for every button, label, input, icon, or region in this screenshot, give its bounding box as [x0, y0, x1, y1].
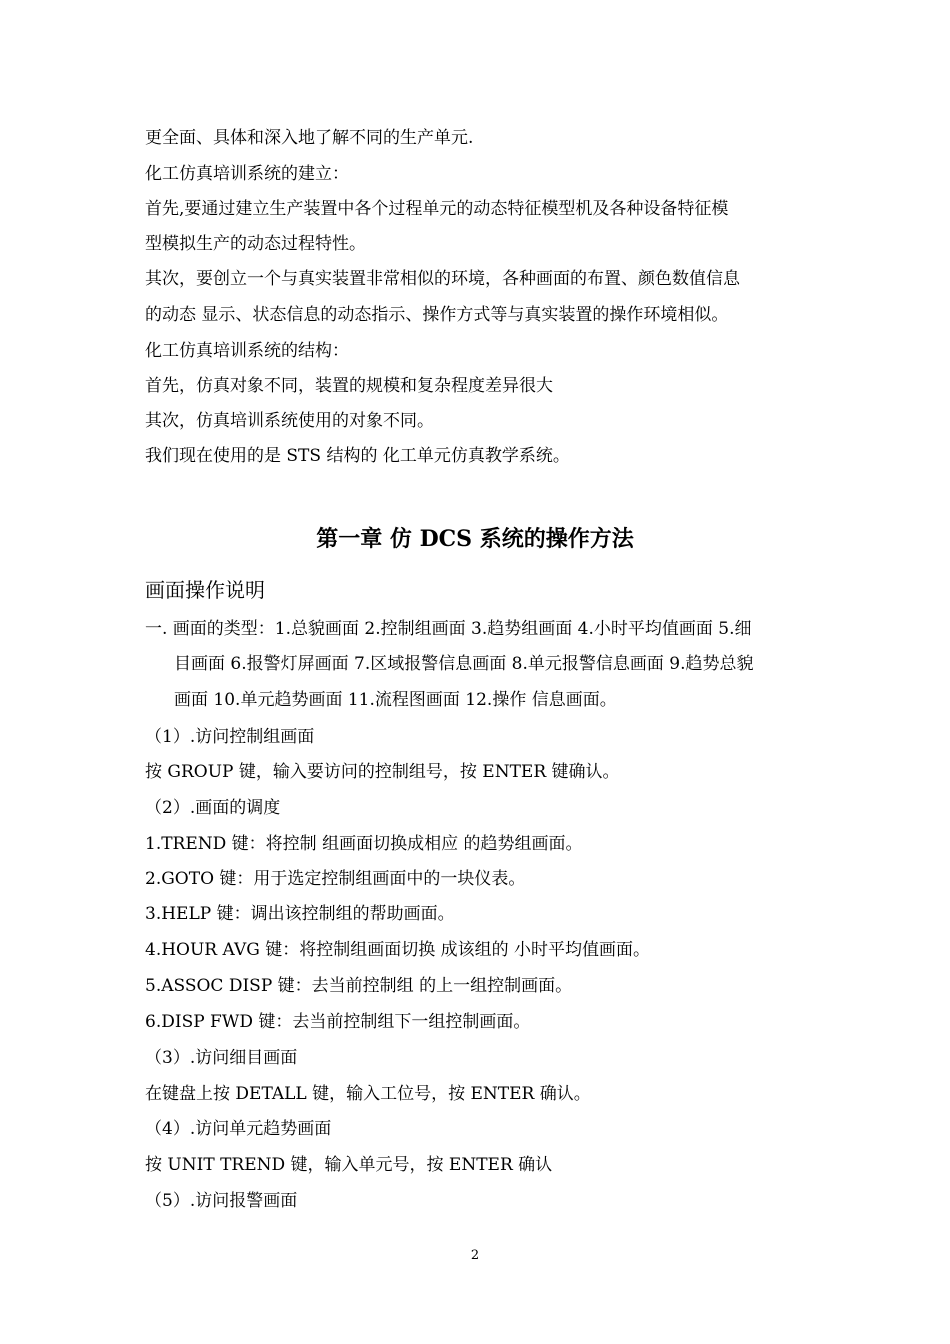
operation-line: 2.GOTO 键：用于选定控制组画面中的一块仪表。 — [145, 869, 526, 889]
intro-line: 化工仿真培训系统的建立： — [145, 164, 349, 184]
page-number: 2 — [470, 1248, 480, 1263]
operation-line: （1）.访问控制组画面 — [145, 727, 315, 747]
intro-line: 化工仿真培训系统的结构： — [145, 341, 349, 361]
operation-line: （2）.画面的调度 — [145, 798, 281, 818]
operation-line: 按 UNIT TREND 键，输入单元号，按 ENTER 确认 — [145, 1155, 553, 1175]
intro-line: 其次，要创立一个与真实装置非常相似的环境，各种画面的布置、颜色数值信息 — [145, 269, 740, 289]
intro-line: 更全面、具体和深入地了解不同的生产单元. — [145, 128, 474, 148]
operation-line: （4）.访问单元趋势画面 — [145, 1119, 332, 1139]
screen-types-line: 画面 10.单元趋势画面 11.流程图画面 12.操作 信息画面。 — [174, 690, 617, 710]
intro-line: 首先，仿真对象不同，装置的规模和复杂程度差异很大 — [145, 376, 553, 396]
operation-line: 4.HOUR AVG 键：将控制组画面切换 成该组的 小时平均值画面。 — [145, 940, 651, 960]
intro-line: 首先,要通过建立生产装置中各个过程单元的动态特征模型机及各种设备特征模 — [145, 199, 729, 219]
operation-line: 在键盘上按 DETALL 键，输入工位号，按 ENTER 确认。 — [145, 1084, 591, 1104]
chapter-title: 第一章 仿 DCS 系统的操作方法 — [316, 526, 634, 552]
operation-line: （3）.访问细目画面 — [145, 1048, 298, 1068]
operation-line: 3.HELP 键：调出该控制组的帮助画面。 — [145, 904, 455, 924]
operation-line: （5）.访问报警画面 — [145, 1191, 298, 1211]
intro-line: 型模拟生产的动态过程特性。 — [145, 234, 366, 254]
operation-line: 5.ASSOC DISP 键：去当前控制组 的上一组控制画面。 — [145, 976, 573, 996]
section-heading: 画面操作说明 — [145, 578, 265, 602]
operation-line: 6.DISP FWD 键：去当前控制组下一组控制画面。 — [145, 1012, 531, 1032]
screen-types-line: 一. 画面的类型：1.总貌画面 2.控制组画面 3.趋势组画面 4.小时平均值画面 5.细 — [145, 619, 752, 639]
operation-line: 1.TREND 键：将控制 组画面切换成相应 的趋势组画面。 — [145, 834, 583, 854]
intro-line: 我们现在使用的是 STS 结构的 化工单元仿真教学系统。 — [145, 446, 570, 466]
intro-line: 的动态 显示、状态信息的动态指示、操作方式等与真实装置的操作环境相似。 — [145, 305, 729, 325]
operation-line: 按 GROUP 键，输入要访问的控制组号，按 ENTER 键确认。 — [145, 762, 620, 782]
screen-types-line: 目画面 6.报警灯屏画面 7.区域报警信息画面 8.单元报警信息画面 9.趋势总貌 — [174, 654, 754, 674]
intro-line: 其次，仿真培训系统使用的对象不同。 — [145, 411, 434, 431]
